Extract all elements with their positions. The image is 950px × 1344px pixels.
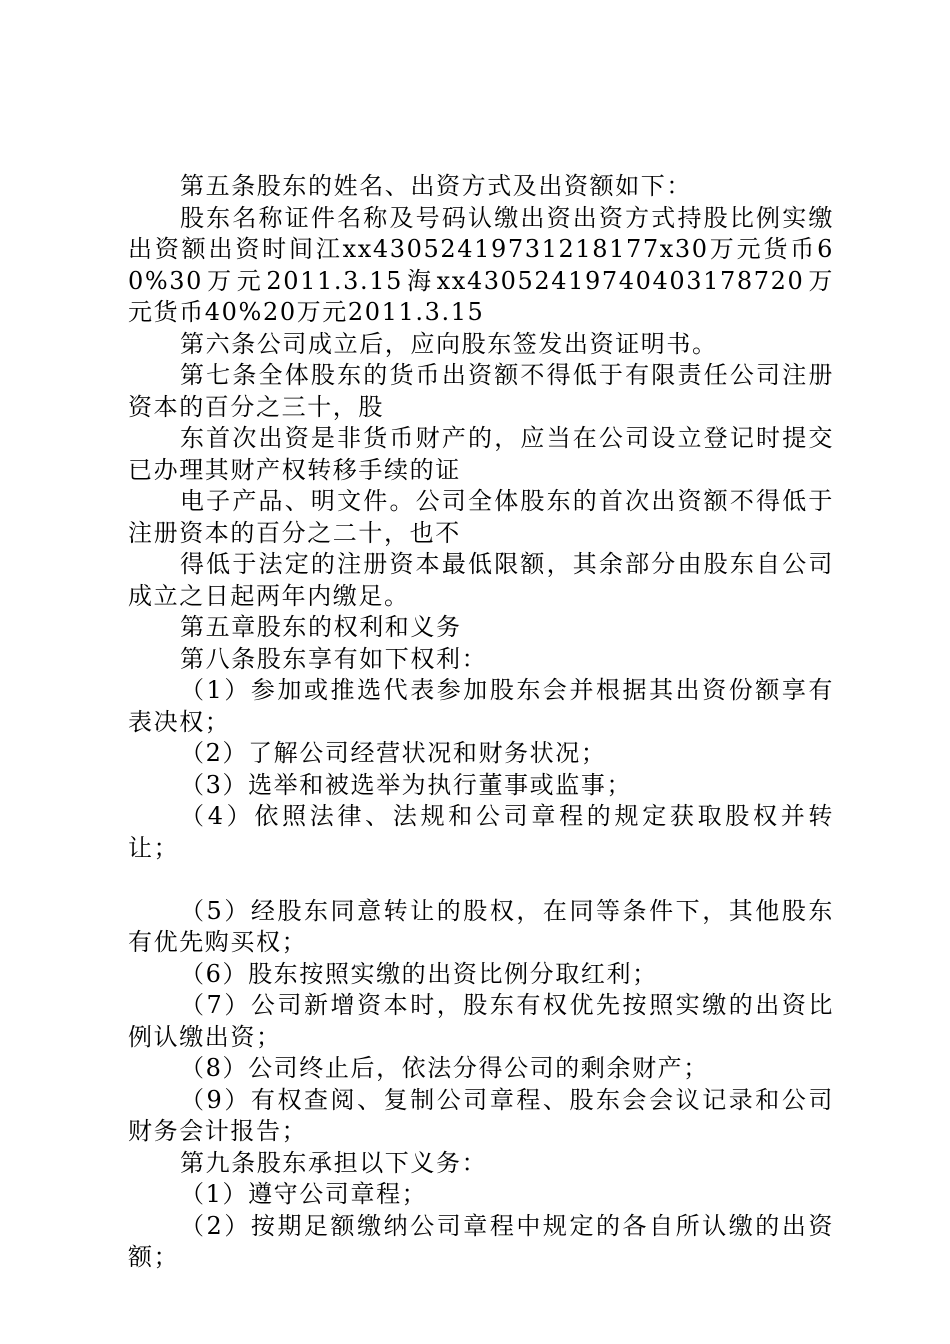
article-9-heading: 第九条股东承担以下义务： (180, 1148, 488, 1177)
document-body (128, 171, 834, 1274)
list-item: （7）公司新增资本时，股东有权优先按照实缴的出资比例认缴出资； (128, 991, 834, 1051)
list-item: （3）选举和被选举为执行董事或监事； (180, 770, 633, 799)
list-item: （4）依照法律、法规和公司章程的规定获取股权并转让； (128, 802, 834, 862)
article-7-part-3: 电子产品、明文件。公司全体股东的首次出资额不得低于注册资本的百分之二十，也不 (128, 487, 834, 547)
article-7-part-4: 得低于法定的注册资本最低限额，其余部分由股东自公司成立之日起两年内缴足。 (128, 550, 834, 610)
list-item: （6）股东按照实缴的出资比例分取红利； (180, 959, 658, 988)
chapter-5-heading: 第五章股东的权利和义务 (180, 613, 462, 641)
article-8-heading: 第八条股东享有如下权利： (180, 644, 488, 673)
list-item: （9）有权查阅、复制公司章程、股东会会议记录和公司财务会计报告； (128, 1085, 834, 1145)
blank-line (128, 864, 834, 896)
list-item: （1）参加或推选代表参加股东会并根据其出资份额享有表决权； (128, 676, 834, 736)
article-5-heading: 第五条股东的姓名、出资方式及出资额如下： (180, 172, 692, 200)
article-7-part-2: 东首次出资是非货币财产的，应当在公司设立登记时提交已办理其财产权转移手续的证 (128, 424, 834, 484)
list-item: （8）公司终止后，依法分得公司的剩余财产； (180, 1054, 709, 1082)
article-6: 第六条公司成立后，应向股东签发出资证明书。 (180, 329, 718, 358)
list-item: （1）遵守公司章程； (180, 1180, 428, 1208)
list-item: （2）了解公司经营状况和财务状况； (180, 739, 607, 767)
list-item: （5）经股东同意转让的股权，在同等条件下，其他股东有优先购买权； (128, 896, 834, 956)
shareholder-contribution-table-text: 股东名称证件名称及号码认缴出资出资方式持股比例实缴出资额出资时间江xx43052419731218177x30万元货币60%30万元2011.3.15海xx43052419740403178720万元货币40%20万元2011.3.15 (128, 203, 834, 326)
article-7-part-1: 第七条全体股东的货币出资额不得低于有限责任公司注册资本的百分之三十，股 (128, 361, 834, 421)
list-item: （2）按期足额缴纳公司章程中规定的各自所认缴的出资额； (128, 1211, 834, 1271)
